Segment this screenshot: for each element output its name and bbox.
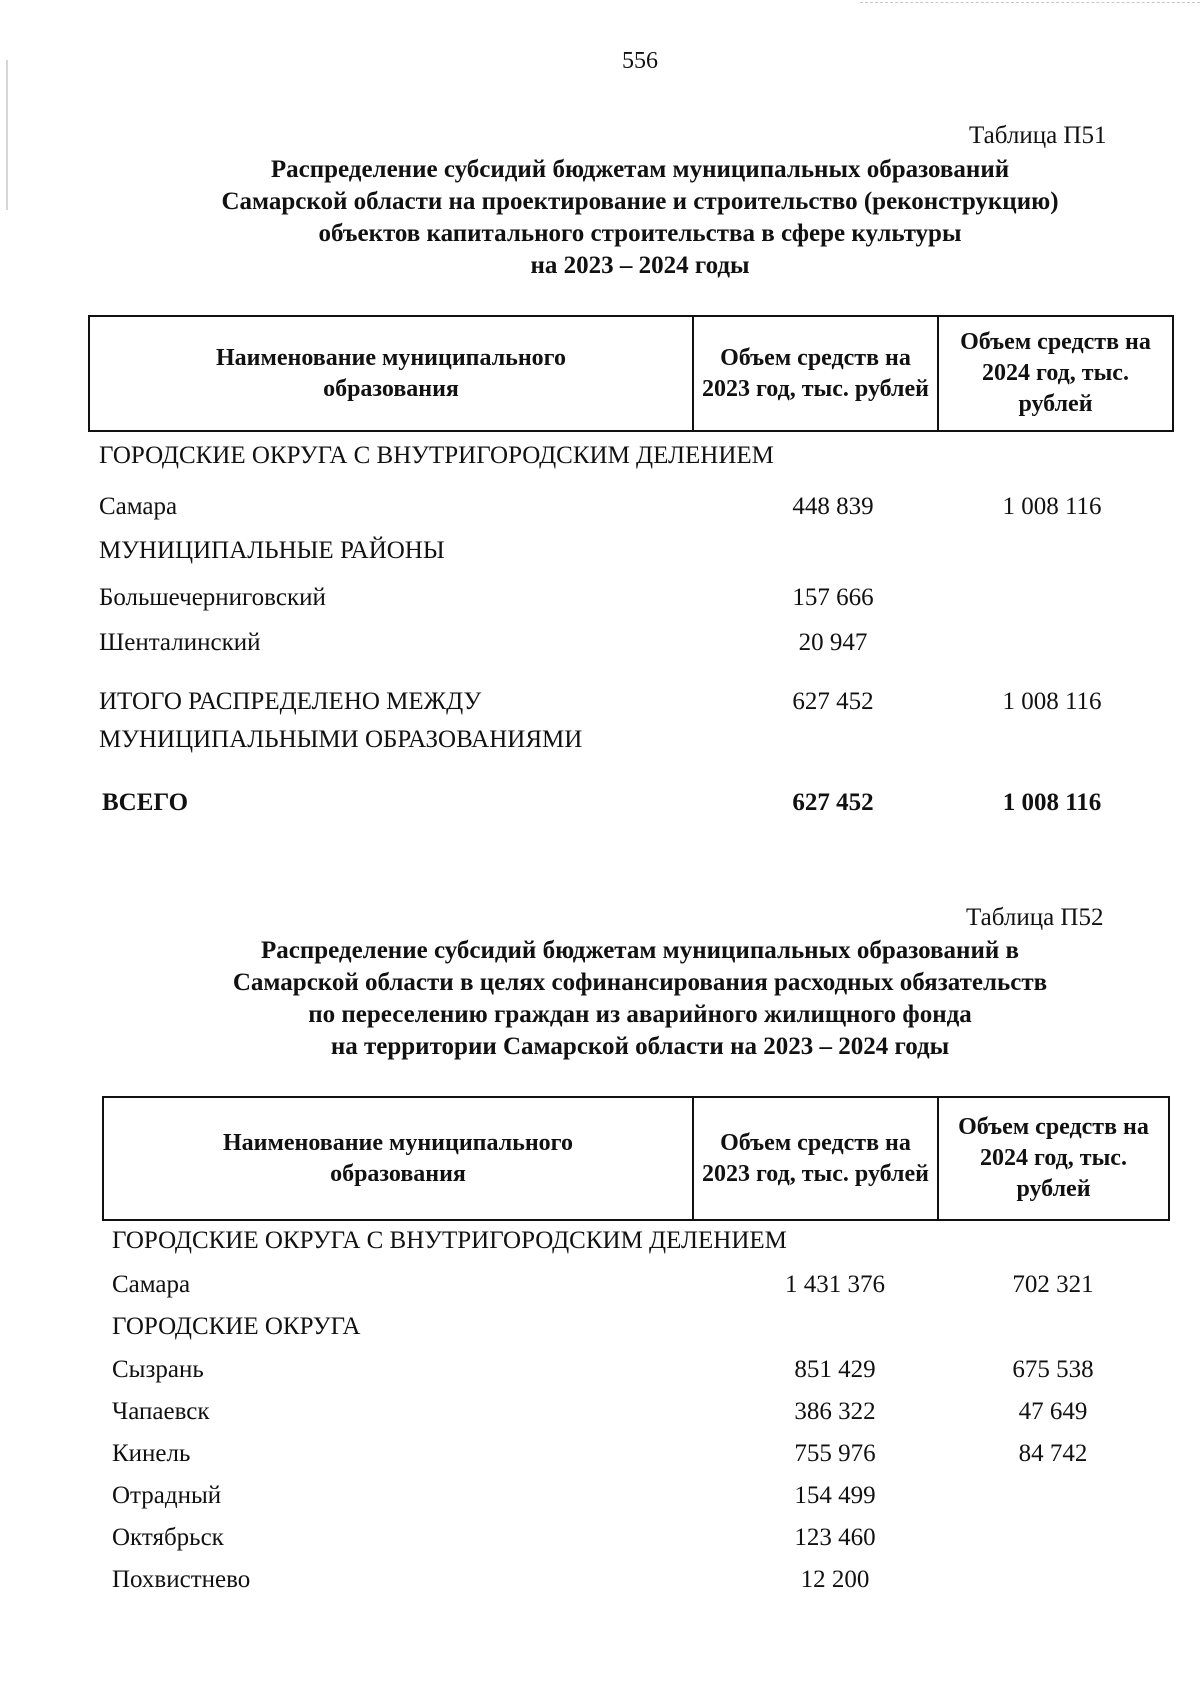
- header-2024: Объем средств на 2024 год, тыс. рублей: [938, 1097, 1169, 1220]
- table-title: [110, 154, 1170, 282]
- scan-edge-line: [6, 60, 8, 210]
- value-2023: 386 322: [794, 1398, 876, 1425]
- header-name: Наименование муниципального образования: [89, 316, 693, 431]
- table-label: Таблица П51: [969, 122, 1107, 149]
- table-header: [102, 1096, 1170, 1221]
- header-2023: Объем средств на 2023 год, тыс. рублей: [693, 1097, 938, 1220]
- table-label: Таблица П52: [966, 904, 1104, 931]
- table-title-line: объектов капитального строительства в сфере культуры: [318, 220, 962, 247]
- value-2023: 627 452: [792, 688, 874, 715]
- value-2024: 1 008 116: [1002, 789, 1102, 816]
- table-header: [88, 315, 1174, 432]
- value-2023: 448 839: [792, 493, 874, 520]
- value-2024: 47 649: [1018, 1398, 1088, 1425]
- value-2024: 1 008 116: [1002, 493, 1102, 520]
- table-title-line: по переселению граждан из аварийного жилищного фонда: [308, 1001, 972, 1028]
- table-title-line: Распределение субсидий бюджетам муниципальных образований в: [260, 937, 1020, 964]
- value-2023: 755 976: [794, 1440, 876, 1467]
- table-title-line: Самарской области на проектирование и строительство (реконструкцию): [221, 188, 1059, 215]
- header-name: Наименование муниципального образования: [103, 1097, 693, 1220]
- value-2024: 675 538: [1012, 1356, 1094, 1383]
- value-2023: 12 200: [800, 1566, 870, 1593]
- table-title-line: Самарской области в целях софинансирования расходных обязательств: [232, 969, 1048, 996]
- scan-edge-line: [860, 2, 1200, 3]
- value-2023: 123 460: [794, 1524, 876, 1551]
- value-2023: 1 431 376: [785, 1271, 885, 1298]
- table-title-line: Распределение субсидий бюджетам муниципальных образований: [270, 156, 1010, 183]
- page-number: 556: [622, 48, 658, 74]
- table-title: [110, 935, 1170, 1063]
- table-title-line: на 2023 – 2024 годы: [530, 252, 750, 279]
- value-2023: 20 947: [798, 629, 868, 656]
- value-2024: 84 742: [1018, 1440, 1088, 1467]
- value-2024: 1 008 116: [1002, 688, 1102, 715]
- header-2023: Объем средств на 2023 год, тыс. рублей: [693, 316, 938, 431]
- value-2023: 851 429: [794, 1356, 876, 1383]
- value-2023: 157 666: [792, 584, 874, 611]
- value-2023: 154 499: [794, 1482, 876, 1509]
- value-2024: 702 321: [1012, 1271, 1094, 1298]
- table-title-line: на территории Самарской области на 2023 – 2024 годы: [330, 1033, 950, 1060]
- value-2023: 627 452: [792, 789, 874, 816]
- header-2024: Объем средств на 2024 год, тыс. рублей: [938, 316, 1173, 431]
